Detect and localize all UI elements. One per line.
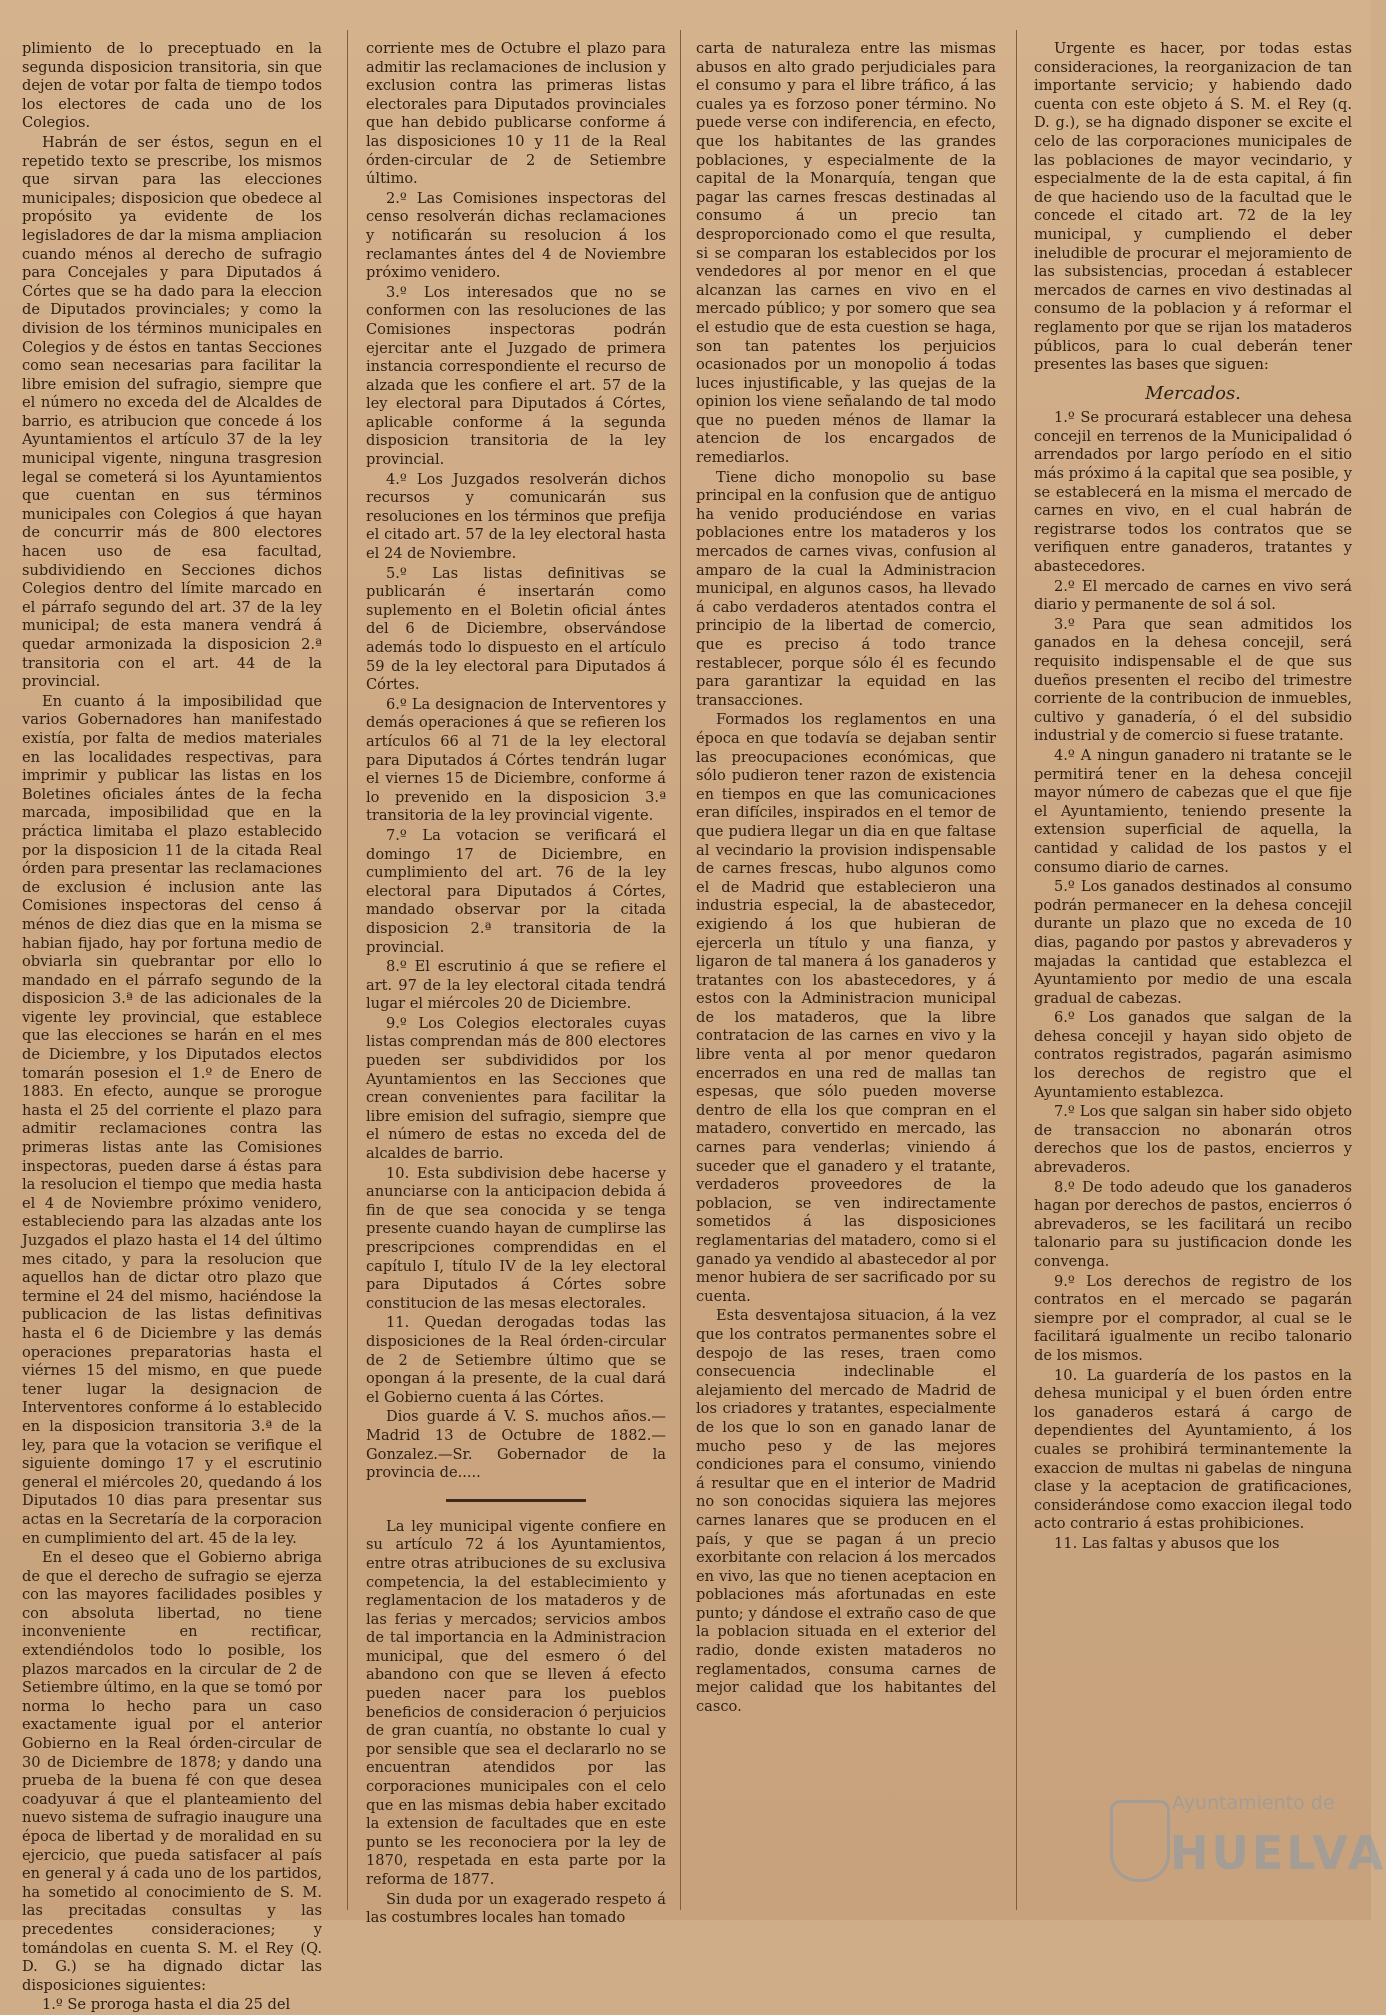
paragraph: Urgente es hacer, por todas estas consideraciones, la reorganizacion de tan importante servicio; y habiendo dado cuenta con este objeto á S. M. el Rey (q. D. g.), se ha dignado disponer se excite el celo de las corporaciones municipales de las poblaciones de mayor vecindario, y especialmente de la de esta capital, á fin de que haciendo uso de la facultad que le concede el citado art. 72 de la ley municipal, y cumpliendo el deber ineludible de procurar el mejoramiento de las subsistencias, procedan á establecer mercados de carnes en vivo destinadas al consumo de la poblacion y á reformar el reglamento por que se rijan los mataderos públicos, para lo cual deberán tener presentes las bases que siguen: (1034, 40, 1352, 374)
paragraph: plimiento de lo preceptuado en la segunda disposicion transitoria, sin que dejen de votar por falta de tiempo todos los electores de cada uno de los Colegios. (22, 40, 322, 132)
column-rule (347, 30, 348, 1910)
base-item: 11. Las faltas y abusos que los (1054, 1534, 1280, 1552)
base-item: 7.º Los que salgan sin haber sido objeto de transaccion no abonarán otros derechos que los de pastos, encierros y abrevaderos. (1034, 1103, 1352, 1177)
base-item: 4.º A ningun ganadero ni tratante se le permitirá tener en la dehesa concejil mayor número de cabezas que el que fije el Ayuntamiento, teniendo presente la extension superficial de aquella, la cantidad y calidad de los pastos y el consumo diario de carnes. (1034, 746, 1352, 876)
section-divider (446, 1499, 586, 1502)
base-item: 8.º De todo adeudo que los ganaderos hagan por derechos de pastos, encierros ó abrevaderos, se les facilitará un recibo talonario para su justificacion donde les convenga. (1034, 1178, 1352, 1270)
paragraph: La ley municipal vigente confiere en su artículo 72 á los Ayuntamientos, entre otras atribuciones de su exclusiva competencia, la del establecimiento y reglamentacion de los mataderos y de las ferias y mercados; servicios ambos de tal importancia en la Administracion municipal, que del esmero ó del abandono con que se lleven á efecto pueden nacer para los pueblos beneficios de consideracion ó perjuicios de gran cuantía, no obstante lo cual y por sensible que sea el declararlo no se encuentran atendidos por las corporaciones municipales con el celo que en las mismas debia haber excitado la extension de facultades que en este punto se les reconociera por la ley de 1870, respetada en esta parte por la reforma de 1877. (366, 1517, 666, 1888)
signature-line: Dios guarde á V. S. muchos años.— Madrid 13 de Octubre de 1882.—Gonzalez.—Sr. Gobernador de la provincia de..... (366, 1408, 666, 1482)
paragraph: Sin duda por un exagerado respeto á las costumbres locales han tomado (366, 1890, 666, 1927)
section-title: Mercados. (1145, 382, 1241, 404)
paragraph: corriente mes de Octubre el plazo para admitir las reclamaciones de inclusion y exclusion contra las primeras listas electorales para Diputados provinciales que han debido publicarse conforme á las disposiciones 10 y 11 de la Real órden-circular de 2 de Setiembre último. (366, 40, 666, 188)
paragraph: Formados los reglamentos en una época en que todavía se dejaban sentir las preocupaciones económicas, que sólo pudieron tener razon de existencia en tiempos en que las comunicaciones eran difíciles, inspirados en el temor de que pudiera llegar un dia en que faltase al vecindario la provision indispensable de carnes frescas, hubo algunos como el de Madrid que establecieron una industria especial, la de abastecedor, exigiendo á los que hubieran de ejercerla un título y una fianza, y ligaron de tal manera á los ganaderos y tratantes con los abastecedores, y á estos con la Administracion municipal de los mataderos, que la libre contratacion de las carnes en vivo y la libre venta al por menor quedaron encerrados en una red de mallas tan espesas, que sólo pueden moverse dentro de ella los que compran en el matadero, convertido en mercado, las carnes para venderlas; viniendo á suceder que el ganadero y el tratante, verdaderos proveedores de la poblacion, se ven indirectamente sometidos á las disposiciones reglamentarias del matadero, como si el ganado ya vendido al abastecedor al por menor hubiera de ser sacrificado por su cuenta. (696, 711, 996, 1305)
base-item: 6.º Los ganados que salgan de la dehesa concejil y hayan sido objeto de contratos registrados, pagarán asimismo los derechos de registro que el Ayuntamiento establezca. (1034, 1009, 1352, 1101)
column-2 (366, 40, 666, 1927)
column-rule (680, 30, 681, 1910)
watermark-city-text: HUELVA (1170, 1826, 1386, 1880)
base-item: 10. La guardería de los pastos en la dehesa municipal y el buen órden entre los ganaderos estará á cargo de dependientes del Ayuntamiento, á los cuales se prohibirá terminantemente la exaccion de multas ni gabelas de ninguna clase y la aceptacion de gratificaciones, considerándose como exaccion ilegal todo acto contrario á estas prohibiciones. (1034, 1366, 1352, 1533)
column-1 (22, 40, 322, 2014)
provision-item: 5.º Las listas definitivas se publicarán é insertarán como suplemento en el Boletin oficial ántes del 6 de Diciembre, observándose además todo lo dispuesto en el artículo 59 de la ley electoral para Diputados á Córtes. (366, 564, 666, 694)
paragraph: Tiene dicho monopolio su base principal en la confusion que de antiguo ha venido produciéndose en varias poblaciones entre los mataderos y los mercados de carnes vivas, confusion al amparo de la cual la Administracion municipal, en algunos casos, ha llevado á cabo verdaderos atentados contra el principio de la libertad de comercio, que es preciso á todo trance restablecer, porque sólo él es fecundo para garantizar la equidad en las transacciones. (696, 468, 996, 709)
base-item: 9.º Los derechos de registro de los contratos en el mercado se pagarán siempre por el comprador, al cual se le facilitará igualmente un recibo talonario de los mismos. (1034, 1272, 1352, 1364)
watermark-top-text: Ayuntamiento de (1172, 1792, 1335, 1814)
column-rule (1016, 30, 1017, 1910)
provision-item: 4.º Los Juzgados resolverán dichos recursos y comunicarán sus resoluciones en los términos que prefija el citado art. 57 de la ley electoral hasta el 24 de Noviembre. (366, 470, 666, 563)
paragraph: 1.º Se proroga hasta el dia 25 del (42, 1996, 291, 2014)
column-3 (696, 40, 996, 1900)
paragraph: Esta desventajosa situacion, á la vez que los contratos permanentes sobre el despojo de las reses, traen como consecuencia indeclinable el alejamiento del mercado de Madrid de los criadores y tratantes, especialmente de los que lo son en ganado lanar de mucho peso y de las mejores condiciones para el consumo, viniendo á resultar que en el interior de Madrid no son conocidas siquiera las mejores carnes lanares que se producen en el país, y que se pagan á un precio exorbitante con relacion á los mercados en vivo, las que no tienen aceptacion en poblaciones más afortunadas en este punto; y dándose el extraño caso de que la poblacion situada en el exterior del radio, donde existen mataderos no reglamentados, consuma carnes de mejor calidad que los habitantes del casco. (696, 1307, 996, 1715)
base-item: 3.º Para que sean admitidos los ganados en la dehesa concejil, será requisito indispensable el de que sus dueños presenten el recibo del trimestre corriente de la contribucion de inmuebles, cultivo y ganadería, ó el del subsidio industrial y de comercio si fuese tratante. (1034, 615, 1352, 745)
provision-item: 11. Quedan derogadas todas las disposiciones de la Real órden-circular de 2 de Setiembre último que se opongan á la presente, de la cual dará el Gobierno cuenta á las Córtes. (366, 1314, 666, 1406)
provision-item: 6.º La designacion de Interventores y demás operaciones á que se refieren los artículos 66 al 71 de la ley electoral para Diputados á Córtes tendrán lugar el viernes 15 de Diciembre, conforme á lo prevenido en la disposicion 3.ª transitoria de la ley provincial vigente. (366, 695, 666, 825)
paragraph: Habrán de ser éstos, segun en el repetido texto se prescribe, los mismos que sirvan para las elecciones municipales; disposicion que obedece al propósito ya evidente de los legisladores de dar la misma ampliacion cuando ménos al derecho de sufragio para Concejales y para Diputados á Córtes que se ha dado para la eleccion de Diputados provinciales; y como la division de los términos municipales en Colegios y de éstos en tantas Secciones como sean necesarias para facilitar la libre emision del sufragio, siempre que el número no exceda del de Alcaldes de barrio, es atribucion que concede á los Ayuntamientos el artículo 37 de la ley municipal vigente, ninguna trasgresion legal se cometerá si los Ayuntamientos que cuentan en sus términos municipales con Colegios á que hayan de concurrir más de 800 electores hacen uso de esa facultad, subdividiendo en Secciones dichos Colegios dentro del límite marcado en el párrafo segundo del art. 37 de la ley municipal; de esta manera vendrá á quedar armonizada la disposicion 2.ª transitoria con el art. 44 de la provincial. (22, 133, 322, 691)
provision-item: 10. Esta subdivision debe hacerse y anunciarse con la anticipacion debida á fin de que sea conocida y se tenga presente cuando hayan de cumplirse las prescripciones comprendidas en el capítulo I, título IV de la ley electoral para Diputados á Córtes sobre constitucion de las mesas electorales. (366, 1164, 666, 1312)
provision-item: 9.º Los Colegios electorales cuyas listas comprendan más de 800 electores pueden ser subdivididos por los Ayuntamientos en las Secciones que crean convenientes para facilitar la libre emision del sufragio, siempre que el número de estas no exceda del de alcaldes de barrio. (366, 1014, 666, 1163)
provision-item: 7.º La votacion se verificará el domingo 17 de Diciembre, en cumplimiento del art. 76 de la ley electoral para Diputados á Córtes, mandado observar por la citada disposicion 2.ª transitoria de la provincial. (366, 826, 666, 956)
archive-watermark (1110, 1786, 1386, 1892)
paragraph: carta de naturaleza entre las mismas abusos en alto grado perjudiciales para el consumo y para el libre tráfico, á las cuales ya es forzoso poner término. No puede verse con indiferencia, en efecto, que los habitantes de las grandes poblaciones, y especialmente de la capital de la Monarquía, tengan que pagar las carnes frescas destinadas al consumo á un precio tan desproporcionado como el que resulta, si se comparan los establecidos por los vendedores al por menor en el que alcanzan las carnes en vivo en el mercado público; y por somero que sea el estudio que de esta cuestion se haga, son tan patentes los perjuicios ocasionados por un monopolio á todas luces injustificable, y las quejas de la opinion los viene señalando de tal modo que no pueden ménos de llamar la atencion de los encargados de remediarlos. (696, 40, 996, 467)
provision-item: 2.º Las Comisiones inspectoras del censo resolverán dichas reclamaciones y notificarán su resolucion á los reclamantes ántes del 4 de Noviembre próximo venidero. (366, 189, 666, 282)
base-item: 2.º El mercado de carnes en vivo será diario y permanente de sol á sol. (1034, 577, 1352, 614)
provision-item: 8.º El escrutinio á que se refiere el art. 97 de la ley electoral citada tendrá lugar el miércoles 20 de Diciembre. (366, 958, 666, 1013)
coat-of-arms-icon (1110, 1800, 1170, 1882)
paragraph: En cuanto á la imposibilidad que varios Gobernadores han manifestado existía, por falta de medios materiales en las localidades respectivas, para imprimir y publicar las listas en los Boletines oficiales ántes de la fecha marcada, imposibilidad que en la práctica limitaba el plazo establecido por la disposicion 11 de la citada Real órden para presentar las reclamaciones de exclusion é inclusion ante las Comisiones inspectoras del censo á ménos de diez dias que en la misma se habian fijado, hay por fortuna medio de obviarla sin quebrantar por ello lo mandado en el párrafo segundo de la disposicion 3.ª de las adicionales de la vigente ley provincial, que establece que las elecciones se harán en el mes de Diciembre, y los Diputados electos tomarán posesion el 1.º de Enero de 1883. En efecto, aunque se prorogue hasta el 25 del corriente el plazo para admitir reclamaciones contra las primeras listas ante las Comisiones inspectoras, pueden darse á éstas para la resolucion el tiempo que media hasta el 4 de Noviembre próximo venidero, estableciendo para las alzadas ante los Juzgados el plazo hasta el 14 del último mes citado, y para la resolucion que aquellos han de dictar otro plazo que termine el 24 del mismo, haciéndose la publicacion de las listas definitivas hasta el 6 de Diciembre y las demás operaciones preparatorias hasta el viérnes 15 del mismo, en que puede tener lugar la designacion de Interventores conforme á lo establecido en la disposicion transitoria 3.ª de la ley, para que la votacion se verifique el siguiente domingo 17 y el escrutinio general el miércoles 20, quedando á los Diputados 10 dias para presentar sus actas en la Secretaría de la corporacion en cumplimiento del art. 45 de la ley. (22, 692, 322, 1547)
column-4 (1034, 40, 1352, 1900)
base-item: 1.º Se procurará establecer una dehesa concejil en terrenos de la Municipalidad ó arrendados por largo período en el sitio más próximo á la capital que sea posible, y se establecerá en la misma el mercado de carnes en vivo, en el cual habrán de registrarse todos los contratos que se verifiquen entre ganaderos, tratantes y abastecedores. (1034, 409, 1352, 576)
provision-item: 3.º Los interesados que no se conformen con las resoluciones de las Comisiones inspectoras podrán ejercitar ante el Juzgado de primera instancia correspondiente el recurso de alzada que les confiere el art. 57 de la ley electoral para Diputados á Córtes, aplicable conforme á la segunda disposicion transitoria de la ley provincial. (366, 283, 666, 469)
base-item: 5.º Los ganados destinados al consumo podrán permanecer en la dehesa concejil durante un plazo que no exceda de 10 dias, pagando por pastos y abrevaderos y majadas la cantidad que establezca el Ayuntamiento por medio de una escala gradual de cabezas. (1034, 878, 1352, 1007)
paragraph: En el deseo que el Gobierno abriga de que el derecho de sufragio se ejerza con las mayores facilidades posibles y con absoluta libertad, no tiene inconveniente en rectificar, extendiéndolos todo lo posible, los plazos marcados en la circular de 2 de Setiembre último, en la que se tomó por norma lo hecho para un caso exactamente igual por el anterior Gobierno en la Real órden-circular de 30 de Diciembre de 1878; y dando una prueba de la buena fé con que desea coadyuvar á que el planteamiento del nuevo sistema de sufragio inaugure una época de libertad y de moralidad en su ejercicio, que pueda satisfacer al país en general y á cada uno de los partidos, ha sometido al conocimiento de S. M. las precitadas consultas y las precedentes consideraciones; y tomándolas en cuenta S. M. el Rey (Q. D. G.) se ha dignado dictar las disposiciones siguientes: (22, 1549, 322, 1994)
